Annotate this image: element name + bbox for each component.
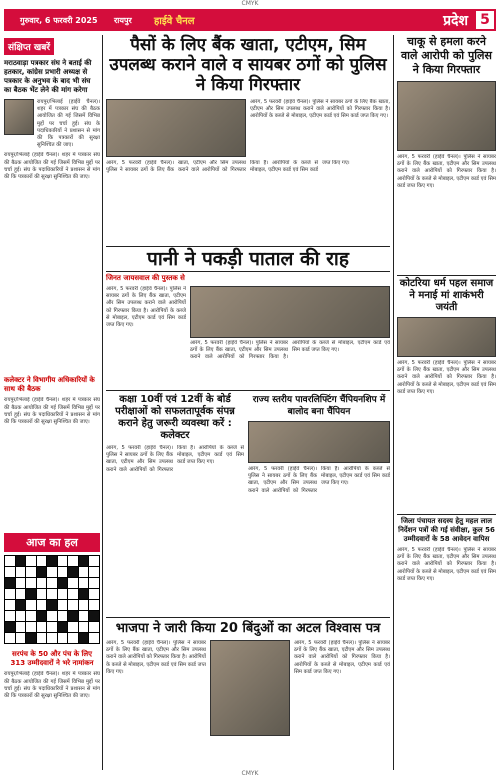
masthead <box>4 9 496 31</box>
panel-bottom-body: रायपुर/भिलाई (हाईवे चैनल)। शहर में पत्रकार संघ की बैठक आयोजित की गई जिसमें विभिन्न मुद्दों पर चर्चा हुई। संघ के पदाधिकारियों ने प्रशासन से मांग की कि पत्रकारों की सुरक्षा सुनिश्चित की जाए। <box>4 671 100 700</box>
byline: जिनत जायसवाल की पुस्तक से <box>106 274 185 282</box>
brief-lead: मराठवाड़ा पत्रकार संघ ने बताई की हतकार, कांग्रेस प्रभारी अध्यक्ष से पत्रकार के अनुभव के बाद भी संघ का बैठक भेंट लेने की मांग करेगा <box>4 59 92 94</box>
powerlifting-headline: राज्य स्तरीय पावरलिफ्टिंग चैंपियनशिप में बालोद बना चैंपियन <box>252 395 386 417</box>
portrait-photo <box>4 99 34 135</box>
issue-date: गुरुवार, 6 फरवरी 2025 <box>20 15 98 25</box>
crossword-grid <box>4 555 100 644</box>
color-register-mark: CMYK <box>241 770 259 777</box>
water-headline: पानी ने पकड़ी पाताल की राह <box>106 246 390 272</box>
powerlifting-photo <box>248 421 390 463</box>
water-body-1: आरंग, 5 फरवरी (हाईवे चैनल)। पुलिस ने सायबर ठगों के लिए बैंक खाता, एटीएम और सिम उपलब्ध कराने वाले आरोपियों को गिरफ्तार किया है। आरोपियों के कब्जे से मोबाइल, एटीएम कार्ड एवं सिम कार्ड जप्त किए गए। <box>106 286 186 329</box>
section-title: प्रदेश <box>443 12 468 29</box>
exam-body: आरंग, 5 फरवरी (हाईवे चैनल)। पुलिस ने सायबर ठगों के लिए बैंक खाता, एटीएम और सिम उपलब्ध कराने वाले आरोपियों को गिरफ्तार किया है। आरोपियों के कब्जे से मोबाइल, एटीएम कार्ड एवं सिम कार्ड जप्त किए गए। <box>106 445 244 473</box>
main-column <box>106 35 390 736</box>
crossword-heading: आज का हल <box>4 533 100 552</box>
brief-subhead: कलेक्टर ने विभागीय अधिकारियों के साथ की बैठक <box>4 376 95 394</box>
bjp-photo <box>210 640 290 736</box>
jayanti-photo <box>397 317 496 357</box>
brief-body-cont: रायपुर/भिलाई (हाईवे चैनल)। शहर में पत्रकार संघ की बैठक आयोजित की गई जिसमें विभिन्न मुद्दों पर चर्चा हुई। संघ के पदाधिकारियों ने प्रशासन से मांग की कि पत्रकारों की सुरक्षा सुनिश्चित की जाए। <box>4 152 100 181</box>
panchayat-body: आरंग, 5 फरवरी (हाईवे चैनल)। पुलिस ने सायबर ठगों के लिए बैंक खाता, एटीएम और सिम उपलब्ध कराने वाले आरोपियों को गिरफ्तार किया है। आरोपियों के कब्जे से मोबाइल, एटीएम कार्ड एवं सिम कार्ड जप्त किए गए। <box>397 547 496 582</box>
newspaper-brand: हाईवे चैनल <box>154 16 195 27</box>
edition-city: रायपुर <box>114 15 132 25</box>
main-headline: पैसों के लिए बैंक खाता, एटीएम, सिम उपलब्ध कराने वाले व सायबर ठगों को पुलिस ने किया गिरफ्तार <box>109 35 387 95</box>
lead-story-photo <box>106 99 246 157</box>
color-register-mark: CMYK <box>241 0 259 7</box>
bjp-body-2: आरंग, 5 फरवरी (हाईवे चैनल)। पुलिस ने सायबर ठगों के लिए बैंक खाता, एटीएम और सिम उपलब्ध कराने वाले आरोपियों को गिरफ्तार किया है। आरोपियों के कब्जे से मोबाइल, एटीएम कार्ड एवं सिम कार्ड जप्त किए गए। <box>294 640 390 675</box>
water-body-2: आरंग, 5 फरवरी (हाईवे चैनल)। पुलिस ने सायबर ठगों के लिए बैंक खाता, एटीएम और सिम उपलब्ध कराने वाले आरोपियों को गिरफ्तार किया है। आरोपियों के कब्जे से मोबाइल, एटीएम कार्ड एवं सिम कार्ड जप्त किए गए। <box>190 340 390 361</box>
main-body: आरंग, 5 फरवरी (हाईवे चैनल)। पुलिस ने सायबर ठगों के लिए बैंक खाता, एटीएम और सिम उपलब्ध कराने वाले आरोपियों को गिरफ्तार किया है। आरोपियों के कब्जे से मोबाइल, एटीएम कार्ड एवं सिम कार्ड जप्त किए गए। <box>250 99 390 120</box>
right-column <box>397 35 496 747</box>
brief-body: रायपुर/भिलाई (हाईवे चैनल)। शहर में पत्रकार संघ की बैठक आयोजित की गई जिसमें विभिन्न मुद्दों पर चर्चा हुई। संघ के पदाधिकारियों ने प्रशासन से मांग की कि पत्रकारों की सुरक्षा सुनिश्चित की जाए। <box>37 99 100 149</box>
knife-headline: चाकू से हमला करने वाले आरोपी को पुलिस ने किया गिरफ्तार <box>401 35 492 76</box>
powerlifting-body: आरंग, 5 फरवरी (हाईवे चैनल)। पुलिस ने सायबर ठगों के लिए बैंक खाता, एटीएम और सिम उपलब्ध कराने वाले आरोपियों को गिरफ्तार किया है। आरोपियों के कब्जे से मोबाइल, एटीएम कार्ड एवं सिम कार्ड जप्त किए गए। <box>248 466 390 494</box>
knife-body: आरंग, 5 फरवरी (हाईवे चैनल)। पुलिस ने सायबर ठगों के लिए बैंक खाता, एटीएम और सिम उपलब्ध कराने वाले आरोपियों को गिरफ्तार किया है। आरोपियों के कब्जे से मोबाइल, एटीएम कार्ड एवं सिम कार्ड जप्त किए गए। <box>397 154 496 189</box>
accused-photo <box>397 81 496 151</box>
panel-bottom-heading: सरपंच के 50 और पंच के लिए 313 उम्मीदवारों ने भरे नामांकन <box>10 650 94 668</box>
column-divider <box>102 35 103 770</box>
main-body-cols: आरंग, 5 फरवरी (हाईवे चैनल)। पुलिस ने सायबर ठगों के लिए बैंक खाता, एटीएम और सिम उपलब्ध कराने वाले आरोपियों को गिरफ्तार किया है। आरोपियों के कब्जे से मोबाइल, एटीएम कार्ड एवं सिम कार्ड जप्त किए गए। <box>106 160 350 174</box>
brief-heading: संक्षिप्त खबरें <box>4 38 54 55</box>
water-photo <box>190 286 390 338</box>
jayanti-body: आरंग, 5 फरवरी (हाईवे चैनल)। पुलिस ने सायबर ठगों के लिए बैंक खाता, एटीएम और सिम उपलब्ध कराने वाले आरोपियों को गिरफ्तार किया है। आरोपियों के कब्जे से मोबाइल, एटीएम कार्ड एवं सिम कार्ड जप्त किए गए। <box>397 360 496 395</box>
bjp-body-1: आरंग, 5 फरवरी (हाईवे चैनल)। पुलिस ने सायबर ठगों के लिए बैंक खाता, एटीएम और सिम उपलब्ध कराने वाले आरोपियों को गिरफ्तार किया है। आरोपियों के कब्जे से मोबाइल, एटीएम कार्ड एवं सिम कार्ड जप्त किए गए। <box>106 640 206 675</box>
page-number: 5 <box>476 11 494 29</box>
panchayat-headline: जिला पंचायत सदस्य हेतु महल लाल निर्देशन पत्रों की गई संवीक्षा, कुल 56 उम्मीदवारों के 58 आवेदन वापिस <box>397 514 496 544</box>
jayanti-headline: कोटरिया धर्म पहल समाज ने मनाई मां शाकंभरी जयंती <box>397 275 496 314</box>
left-column <box>4 35 100 770</box>
bjp-headline: भाजपा ने जारी किया 20 बिंदुओं का अटल विश्वास पत्र <box>106 617 390 637</box>
column-divider <box>393 35 394 770</box>
brief-body-2: रायपुर/भिलाई (हाईवे चैनल)। शहर में पत्रकार संघ की बैठक आयोजित की गई जिसमें विभिन्न मुद्दों पर चर्चा हुई। संघ के पदाधिकारियों ने प्रशासन से मांग की कि पत्रकारों की सुरक्षा सुनिश्चित की जाए। <box>4 397 100 426</box>
exam-headline: कक्षा 10वीं एवं 12वीं के बोर्ड परीक्षाओं को सफलतापूर्वक संपन्न कराने हेतु जरूरी व्यवस्था करें : कलेक्टर <box>115 394 235 441</box>
